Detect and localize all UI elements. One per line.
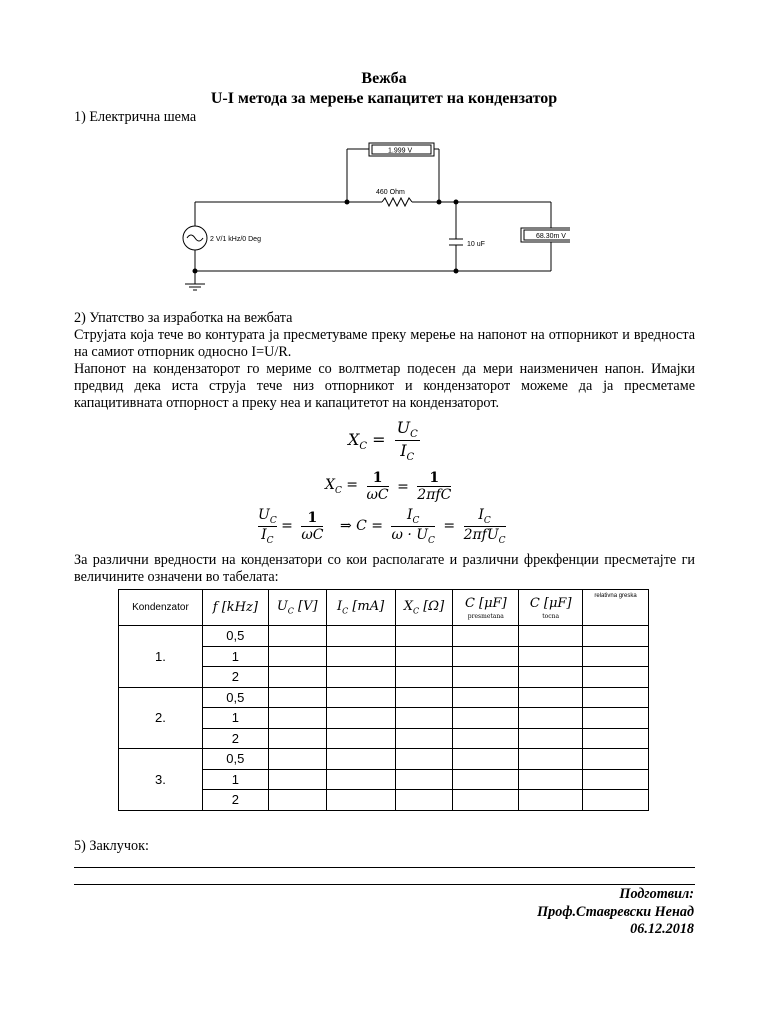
capacitor-label: 10 uF: [467, 241, 485, 248]
empty-result-cell[interactable]: [268, 626, 326, 647]
table-row: [119, 626, 649, 647]
empty-result-cell[interactable]: [583, 626, 649, 647]
signature-prepared: Подготвил:: [619, 886, 694, 902]
empty-result-cell[interactable]: [268, 646, 326, 667]
resistor-label: 460 Ohm: [376, 189, 405, 196]
header-frequency: f [kHz]: [202, 590, 268, 626]
frequency-cell: 2: [202, 790, 268, 811]
header-c-calculated: [453, 590, 519, 626]
capacitor-label-cell: 1.: [119, 626, 203, 688]
header-uc-symbol: U: [276, 599, 288, 615]
header-ic: $I_C$ [mA]: [326, 590, 395, 626]
table-header-row: [119, 590, 649, 626]
empty-result-cell[interactable]: [453, 626, 519, 647]
section1-heading: 1) Електрична шема: [74, 109, 197, 125]
results-table: [118, 589, 649, 811]
empty-result-cell[interactable]: [583, 790, 649, 811]
empty-result-cell[interactable]: [519, 749, 583, 770]
table-row: [119, 749, 649, 770]
frequency-cell: 1: [202, 708, 268, 729]
empty-result-cell[interactable]: [326, 769, 395, 790]
empty-result-cell[interactable]: [326, 728, 395, 749]
section2-heading: 2) Упатство за изработка на вежбата: [74, 310, 293, 326]
empty-result-cell[interactable]: [326, 626, 395, 647]
header-ic-unit: [mA]: [352, 599, 385, 615]
paragraph-current: Струјата која тече во контурата ја пресметуваме преку мерење на напонот на отпорникот и вредноста на самиот отпорник односно I=U/R.: [74, 327, 695, 360]
empty-result-cell[interactable]: [395, 646, 453, 667]
empty-result-cell[interactable]: [395, 687, 453, 708]
empty-result-cell[interactable]: [268, 749, 326, 770]
empty-result-cell[interactable]: [268, 667, 326, 688]
page-title: Вежба: [361, 70, 407, 87]
empty-result-cell[interactable]: [453, 646, 519, 667]
frequency-cell: 0,5: [202, 626, 268, 647]
header-xc-symbol: X: [403, 599, 413, 615]
voltmeter1-reading: 1.999 V: [388, 147, 413, 155]
empty-result-cell[interactable]: [519, 790, 583, 811]
header-ic-symbol: I: [336, 599, 343, 615]
formula-capacitance: $\frac{U_C}{I_C}$ = $\frac{1}{\omega C}$ ⇒ C = $\frac{I_C}{\omega \cdot U_C}$ = $I_C$ 2πfU$_C$: [258, 507, 506, 546]
header-c1-sub: presmetana: [467, 612, 504, 620]
empty-result-cell[interactable]: [453, 708, 519, 729]
empty-result-cell[interactable]: [453, 687, 519, 708]
frequency-cell: 1: [202, 769, 268, 790]
empty-result-cell[interactable]: [453, 790, 519, 811]
table-instructions: За различни вредности на кондензатори со кои располагате и различни фрекфенции пресметајте ги величините означени во табелата:: [74, 552, 695, 585]
capacitor-label-cell: 2.: [119, 687, 203, 749]
empty-result-cell[interactable]: [268, 790, 326, 811]
source-label: 2 V/1 kHz/0 Deg: [210, 236, 261, 243]
header-c-exact: [519, 590, 583, 626]
frequency-cell: 0,5: [202, 687, 268, 708]
empty-result-cell[interactable]: [326, 667, 395, 688]
empty-result-cell[interactable]: [453, 769, 519, 790]
header-relative-error: [583, 590, 649, 626]
empty-result-cell[interactable]: [583, 687, 649, 708]
signature-name: Проф.Ставревски Ненад: [537, 904, 694, 920]
empty-result-cell[interactable]: [395, 769, 453, 790]
empty-result-cell[interactable]: [395, 790, 453, 811]
page-subtitle: U-I метода за мерење капацитет на кондензатор: [210, 90, 558, 107]
empty-result-cell[interactable]: [519, 687, 583, 708]
conclusion-line-1: [74, 867, 695, 868]
frequency-cell: 2: [202, 728, 268, 749]
empty-result-cell[interactable]: [326, 749, 395, 770]
empty-result-cell[interactable]: [583, 769, 649, 790]
empty-result-cell[interactable]: [326, 790, 395, 811]
empty-result-cell[interactable]: [326, 708, 395, 729]
empty-result-cell[interactable]: [395, 749, 453, 770]
conclusion-heading: 5) Заклучок:: [74, 838, 149, 854]
header-xc: $X_C$ [Ω]: [395, 590, 453, 626]
empty-result-cell[interactable]: [395, 728, 453, 749]
formula-xc-omega: $X_C$ = $\frac{1}{\omega C}$ = 1 2πfC: [325, 470, 452, 503]
empty-result-cell[interactable]: [453, 749, 519, 770]
empty-result-cell[interactable]: [519, 769, 583, 790]
empty-result-cell[interactable]: [268, 708, 326, 729]
frequency-cell: 2: [202, 667, 268, 688]
empty-result-cell[interactable]: [583, 646, 649, 667]
empty-result-cell[interactable]: [453, 728, 519, 749]
capacitor-label-cell: 3.: [119, 749, 203, 811]
empty-result-cell[interactable]: [326, 646, 395, 667]
table-row: [119, 687, 649, 708]
empty-result-cell[interactable]: [519, 667, 583, 688]
empty-result-cell[interactable]: [583, 749, 649, 770]
header-kondenzator: Kondenzator: [119, 590, 203, 626]
empty-result-cell[interactable]: [519, 646, 583, 667]
header-xc-unit: [Ω]: [423, 599, 445, 615]
empty-result-cell[interactable]: [268, 687, 326, 708]
header-c1-label: C [μF]: [464, 595, 507, 611]
empty-result-cell[interactable]: [583, 728, 649, 749]
formula-xc: $X_C$ = $\frac{U_C}{I_C}$: [348, 418, 418, 464]
frequency-cell: 1: [202, 646, 268, 667]
voltmeter2-reading: 68.30m V: [536, 233, 566, 240]
empty-result-cell[interactable]: [395, 708, 453, 729]
empty-result-cell[interactable]: [395, 667, 453, 688]
header-uc-unit: [V]: [298, 599, 318, 615]
signature-date: 06.12.2018: [630, 921, 694, 937]
empty-result-cell[interactable]: [583, 708, 649, 729]
empty-result-cell[interactable]: [519, 728, 583, 749]
circuit-diagram: [170, 138, 570, 298]
empty-result-cell[interactable]: [519, 626, 583, 647]
header-c2-sub: tocna: [542, 612, 560, 620]
header-rel-label: relativna greska: [594, 593, 637, 599]
header-c2-label: C [μF]: [529, 595, 572, 611]
header-uc: $U_C$ [V]: [268, 590, 326, 626]
empty-result-cell[interactable]: [395, 626, 453, 647]
paragraph-voltage: Напонот на кондензаторот го мериме со волтметар подесен да мери наизменичен напон. Имајки предвид дека иста струја тече низ отпорникот и кондензаторот можеме да ја пресметаме капацитивната отпорност а преку неа и капацитетот на кондензаторот.: [74, 361, 695, 411]
empty-result-cell[interactable]: [326, 687, 395, 708]
empty-result-cell[interactable]: [583, 667, 649, 688]
empty-result-cell[interactable]: [519, 708, 583, 729]
frequency-cell: 0,5: [202, 749, 268, 770]
empty-result-cell[interactable]: [268, 728, 326, 749]
conclusion-line-2: [74, 884, 695, 885]
empty-result-cell[interactable]: [268, 769, 326, 790]
empty-result-cell[interactable]: [453, 667, 519, 688]
